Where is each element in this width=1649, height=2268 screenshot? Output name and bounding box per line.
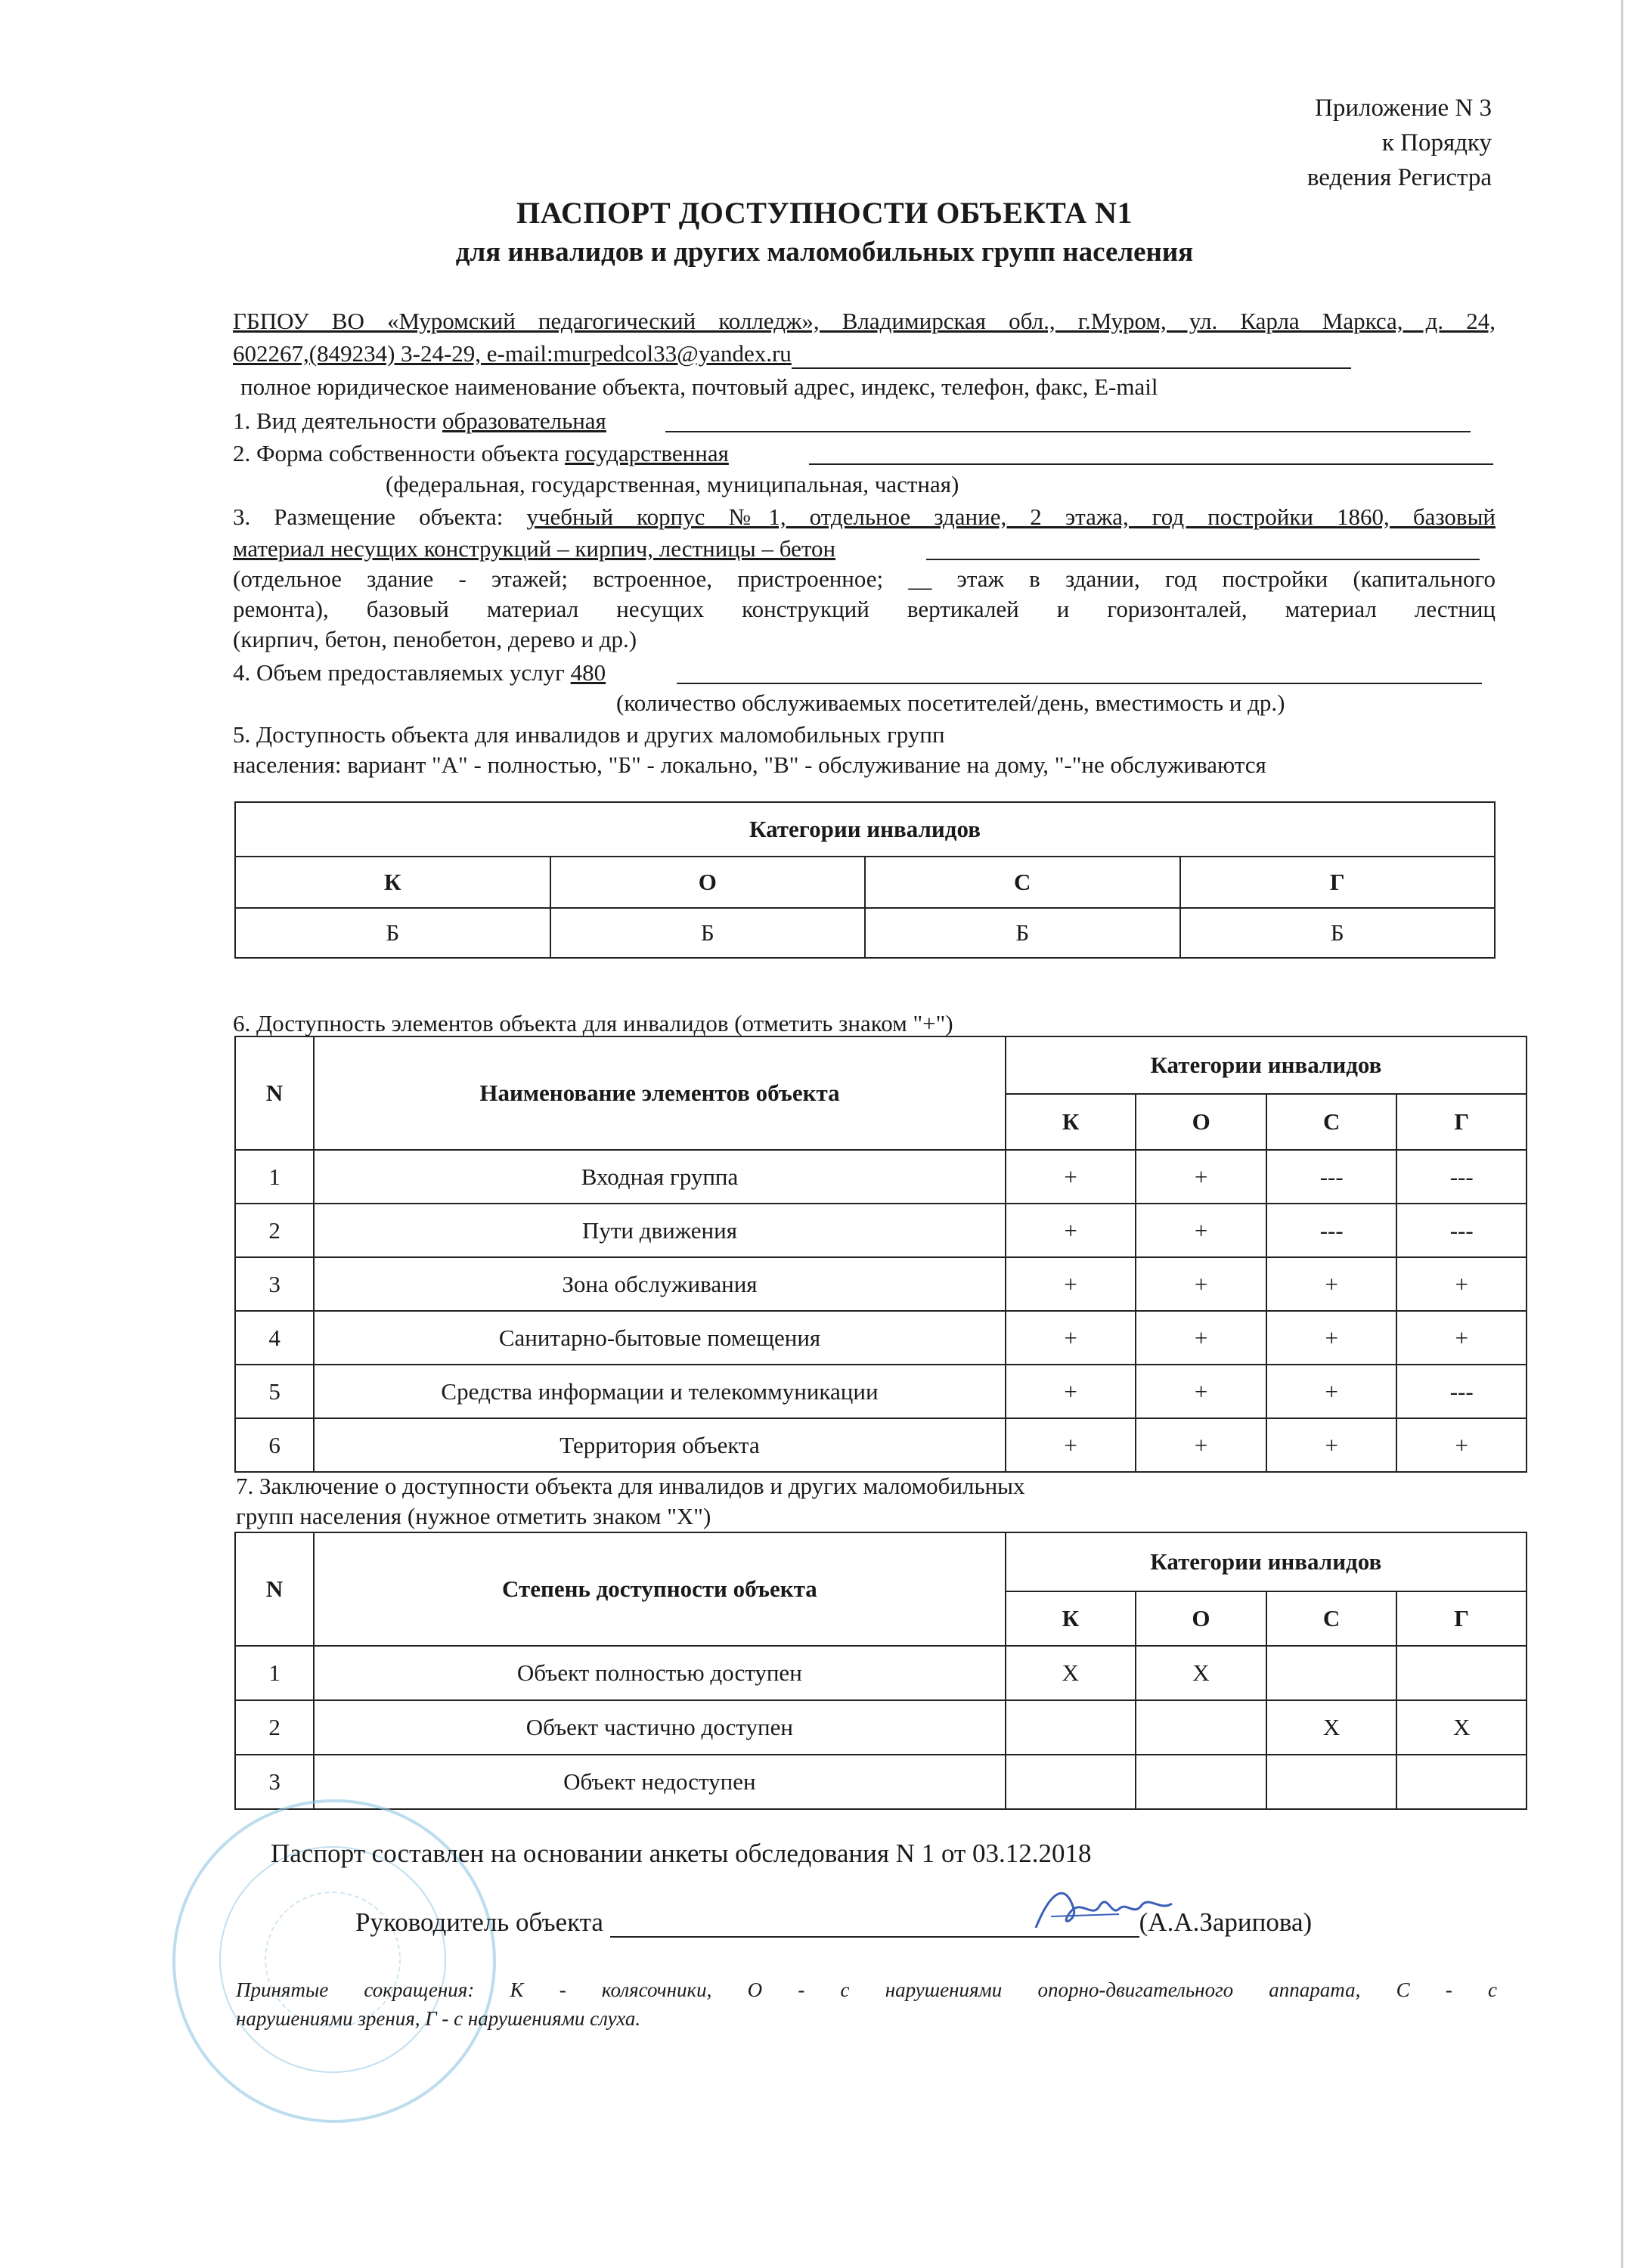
item-3-value-1: учебный корпус №1, отдельное здание, 2 этажа, год постройки 1860, базовый bbox=[526, 503, 1496, 530]
table6-col-categories: Категории инвалидов bbox=[1006, 1036, 1527, 1094]
table5-value-s: Б bbox=[865, 908, 1180, 958]
row-k: + bbox=[1006, 1418, 1136, 1472]
document-subtitle: для инвалидов и других маломобильных групп населения bbox=[455, 237, 1194, 268]
row-s: + bbox=[1266, 1311, 1397, 1365]
item-4-label: 4. Объем предоставляемых услуг bbox=[233, 659, 571, 686]
table6-cat-s: С bbox=[1266, 1094, 1397, 1150]
row-number: 4 bbox=[235, 1311, 314, 1365]
row-name: Объект полностью доступен bbox=[314, 1646, 1005, 1700]
head-label: Руководитель объекта bbox=[355, 1907, 610, 1937]
table5-col-o: О bbox=[550, 857, 866, 908]
item-3-fill-line bbox=[926, 559, 1480, 560]
row-number: 1 bbox=[235, 1646, 314, 1700]
row-s: + bbox=[1266, 1257, 1397, 1311]
row-name: Средства информации и телекоммуникации bbox=[314, 1365, 1006, 1418]
table6-col-name: Наименование элементов объекта bbox=[314, 1036, 1006, 1150]
scan-edge bbox=[1621, 0, 1623, 2268]
row-number: 3 bbox=[235, 1257, 314, 1311]
table7-col-name: Степень доступности объекта bbox=[314, 1532, 1005, 1646]
table6-cat-g: Г bbox=[1396, 1094, 1527, 1150]
row-k bbox=[1006, 1755, 1136, 1809]
row-k bbox=[1006, 1700, 1136, 1755]
item-7-line-2: групп населения (нужное отметить знаком "X") bbox=[236, 1503, 711, 1529]
org-caption: полное юридическое наименование объекта, почтовый адрес, индекс, телефон, факс, E-mail bbox=[240, 373, 1158, 400]
table6-cat-k: К bbox=[1006, 1094, 1136, 1150]
table-row bbox=[235, 1150, 1527, 1204]
appendix-line-2: к Порядку bbox=[1381, 129, 1492, 156]
item-1-fill-line bbox=[665, 431, 1471, 432]
item-3-line-1 bbox=[233, 502, 1496, 532]
row-g bbox=[1396, 1646, 1527, 1700]
document-title: ПАСПОРТ ДОСТУПНОСТИ ОБЪЕКТА N1 bbox=[516, 196, 1133, 230]
row-s: --- bbox=[1266, 1150, 1397, 1204]
row-number: 2 bbox=[235, 1204, 314, 1257]
table5-col-s: С bbox=[865, 857, 1180, 908]
row-number: 1 bbox=[235, 1150, 314, 1204]
row-name: Объект частично доступен bbox=[314, 1700, 1005, 1755]
row-name: Объект недоступен bbox=[314, 1755, 1005, 1809]
item-3-label: 3. Размещение объекта: bbox=[233, 503, 527, 530]
row-g: + bbox=[1396, 1418, 1527, 1472]
table7-col-n: N bbox=[235, 1532, 314, 1646]
item-4-fill-line bbox=[677, 683, 1482, 684]
head-name: (А.А.Зарипова) bbox=[1139, 1907, 1313, 1937]
appendix-line-1: Приложение N 3 bbox=[1315, 94, 1492, 122]
item-5-line-1: 5. Доступность объекта для инвалидов и других маломобильных групп bbox=[233, 721, 945, 748]
table5-value-o: Б bbox=[550, 908, 866, 958]
row-name: Территория объекта bbox=[314, 1418, 1006, 1472]
row-name: Зона обслуживания bbox=[314, 1257, 1006, 1311]
org-line-2 bbox=[233, 339, 1443, 369]
row-name: Входная группа bbox=[314, 1150, 1006, 1204]
row-o bbox=[1136, 1700, 1266, 1755]
table-row bbox=[235, 1257, 1527, 1311]
item-4-caption: (количество обслуживаемых посетителей/день, вместимость и др.) bbox=[616, 689, 1285, 716]
item-5-line-2: населения: вариант "А" - полностью, "Б" - локально, "В" - обслуживание на дому, "-"не обслуживаются bbox=[233, 751, 1266, 778]
appendix-reference bbox=[1307, 91, 1492, 195]
row-s: --- bbox=[1266, 1204, 1397, 1257]
abbreviations-line-2: нарушениями зрения, Г - с нарушениями слуха. bbox=[236, 2007, 641, 2030]
item-1-value: образовательная bbox=[442, 407, 606, 434]
elements-table bbox=[234, 1036, 1527, 1473]
table7-col-categories: Категории инвалидов bbox=[1006, 1532, 1527, 1591]
signature-icon bbox=[1028, 1875, 1179, 1943]
row-number: 6 bbox=[235, 1418, 314, 1472]
row-s: Х bbox=[1266, 1700, 1397, 1755]
row-k: + bbox=[1006, 1257, 1136, 1311]
table7-cat-k: К bbox=[1006, 1591, 1136, 1646]
table-row bbox=[235, 1365, 1527, 1418]
row-k: + bbox=[1006, 1150, 1136, 1204]
item-4 bbox=[233, 658, 606, 688]
table5-header: Категории инвалидов bbox=[235, 802, 1495, 857]
row-g bbox=[1396, 1755, 1527, 1809]
row-o: + bbox=[1136, 1150, 1266, 1204]
row-g: Х bbox=[1396, 1700, 1527, 1755]
row-number: 2 bbox=[235, 1700, 314, 1755]
row-k: + bbox=[1006, 1311, 1136, 1365]
table5-col-g: Г bbox=[1180, 857, 1496, 908]
appendix-line-3: ведения Регистра bbox=[1306, 164, 1492, 191]
item-3-caption-1: (отдельное здание - этажей; встроенное, пристроенное; __ этаж в здании, год постройки (капитального bbox=[233, 565, 1496, 592]
item-1 bbox=[233, 406, 606, 436]
conclusion-table bbox=[234, 1532, 1527, 1810]
row-o: + bbox=[1136, 1418, 1266, 1472]
row-k: + bbox=[1006, 1365, 1136, 1418]
org-line-2-text: 602267,(849234) 3-24-29, e-mail:murpedcol33@yandex.ru bbox=[233, 340, 792, 367]
item-2-label: 2. Форма собственности объекта bbox=[233, 440, 565, 466]
abbreviations-line-1: Принятые сокращения: К - колясочники, О - с нарушениями опорно-двигательного аппарата, С - с bbox=[236, 1978, 1497, 2001]
org-line-1: ГБПОУ ВО «Муромский педагогический колледж», Владимирская обл., г.Муром, ул. Карла Маркса, д. 24, bbox=[233, 308, 1496, 334]
item-4-value: 480 bbox=[570, 659, 606, 686]
row-s bbox=[1266, 1646, 1397, 1700]
row-o: Х bbox=[1136, 1646, 1266, 1700]
table5-col-k: К bbox=[235, 857, 550, 908]
table7-cat-o: О bbox=[1136, 1591, 1266, 1646]
row-k: Х bbox=[1006, 1646, 1136, 1700]
table-row bbox=[235, 1418, 1527, 1472]
row-name: Пути движения bbox=[314, 1204, 1006, 1257]
row-g: + bbox=[1396, 1257, 1527, 1311]
table5-value-k: Б bbox=[235, 908, 550, 958]
item-2-caption: (федеральная, государственная, муниципальная, частная) bbox=[386, 471, 959, 497]
row-o: + bbox=[1136, 1311, 1266, 1365]
row-name: Санитарно-бытовые помещения bbox=[314, 1311, 1006, 1365]
row-number: 5 bbox=[235, 1365, 314, 1418]
item-3-caption-2: ремонта), базовый материал несущих конструкций вертикалей и горизонталей, материал лестниц bbox=[233, 596, 1496, 622]
item-2-value: государственная bbox=[564, 440, 729, 466]
table7-cat-s: С bbox=[1266, 1591, 1397, 1646]
table5-value-g: Б bbox=[1180, 908, 1496, 958]
table-row bbox=[235, 1755, 1527, 1809]
row-g: --- bbox=[1396, 1365, 1527, 1418]
item-2 bbox=[233, 438, 729, 469]
item-7-line-1: 7. Заключение о доступности объекта для инвалидов и других маломобильных bbox=[236, 1473, 1025, 1499]
table6-cat-o: О bbox=[1136, 1094, 1266, 1150]
row-o: + bbox=[1136, 1257, 1266, 1311]
item-1-label: 1. Вид деятельности bbox=[233, 407, 443, 434]
item-6-heading: 6. Доступность элементов объекта для инвалидов (отметить знаком "+") bbox=[233, 1010, 953, 1036]
accessibility-table bbox=[234, 801, 1496, 959]
row-g: + bbox=[1396, 1311, 1527, 1365]
table-row bbox=[235, 1204, 1527, 1257]
table-row bbox=[235, 1311, 1527, 1365]
row-g: --- bbox=[1396, 1204, 1527, 1257]
item-2-fill-line bbox=[809, 463, 1493, 465]
item-3-caption-3: (кирпич, бетон, пенобетон, дерево и др.) bbox=[233, 626, 637, 652]
row-number: 3 bbox=[235, 1755, 314, 1809]
table6-col-n: N bbox=[235, 1036, 314, 1150]
row-o: + bbox=[1136, 1365, 1266, 1418]
table-row bbox=[235, 1700, 1527, 1755]
row-g: --- bbox=[1396, 1150, 1527, 1204]
row-o: + bbox=[1136, 1204, 1266, 1257]
row-s bbox=[1266, 1755, 1397, 1809]
basis-statement: Паспорт составлен на основании анкеты обследования N 1 от 03.12.2018 bbox=[271, 1839, 1092, 1868]
row-s: + bbox=[1266, 1365, 1397, 1418]
item-3-value-2: материал несущих конструкций – кирпич, лестницы – бетон bbox=[233, 535, 836, 562]
row-o bbox=[1136, 1755, 1266, 1809]
table7-cat-g: Г bbox=[1396, 1591, 1527, 1646]
row-s: + bbox=[1266, 1418, 1397, 1472]
table-row bbox=[235, 1646, 1527, 1700]
row-k: + bbox=[1006, 1204, 1136, 1257]
